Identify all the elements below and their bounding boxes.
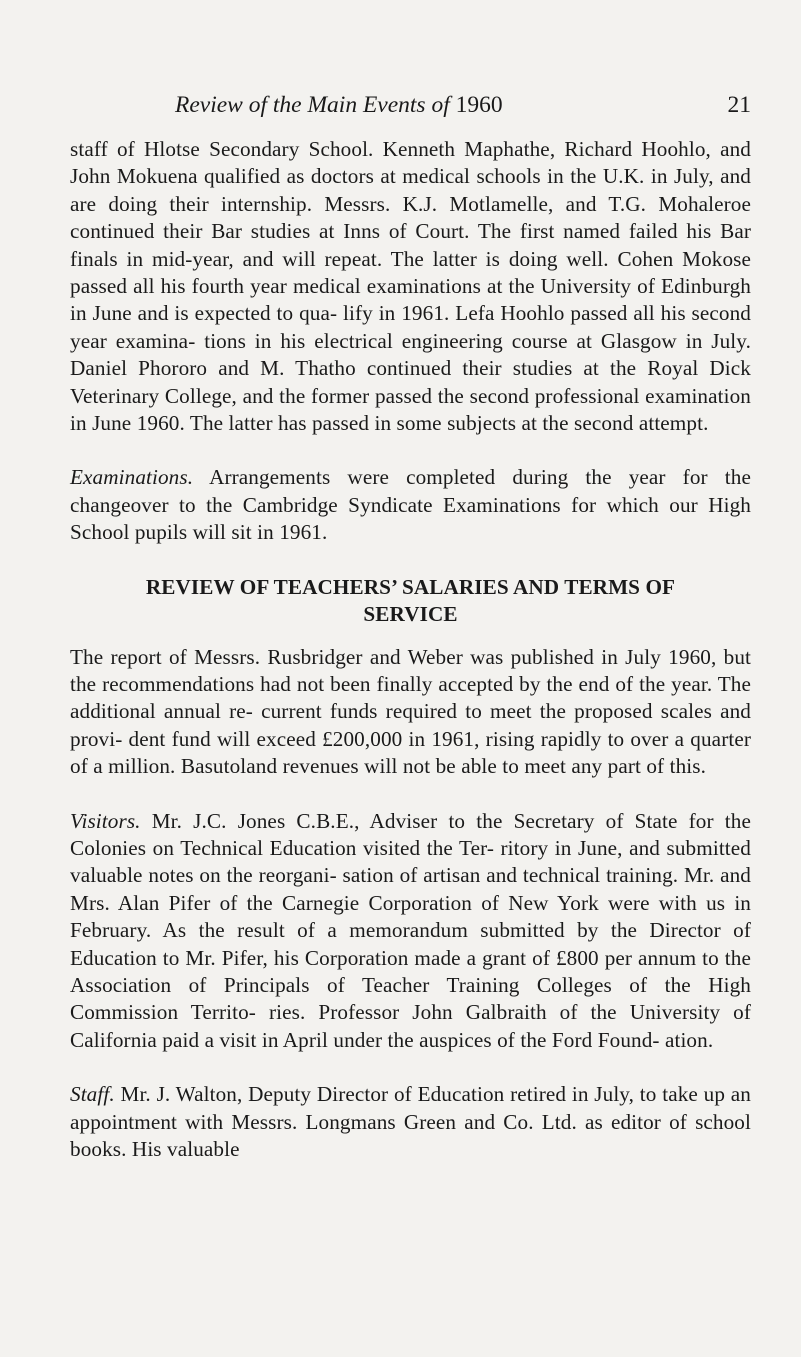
section-heading-teachers-salaries: [70, 574, 751, 629]
paragraph-examinations: [70, 464, 751, 546]
paragraph-students-abroad: staff of Hlotse Secondary School. Kenneth Maphathe, Richard Hoohlo, and John Mokuena qualified as doctors at medical schools in the U.K. in July, and are doing their internship. Messrs. K.J. Motlamelle, and T.G. Mohaleroe continued their Bar studies at Inns of Court. The first named failed his Bar finals in mid-year, and will repeat. The latter is doing well. Cohen Mokose passed all his fourth year medical examinations at the University of Edinburgh in June and is expected to qua- lify in 1961. Lefa Hoohlo passed all his second year examina- tions in his electrical engineering course at Glasgow in July. Daniel Phororo and M. Thatho continued their studies at the Royal Dick Veterinary College, and the former passed the second professional examination in June 1960. The latter has passed in some subjects at the second attempt.: [70, 137, 751, 436]
section-heading-line-2: SERVICE: [363, 602, 458, 627]
examinations-lead-in: Examinations.: [70, 465, 194, 490]
running-head-year: 1960: [455, 92, 503, 118]
paragraph-salaries-report: The report of Messrs. Rusbridger and Weber was published in July 1960, but the recommendations had not been finally accepted by the end of the year. The additional annual re- current funds required to meet the proposed scales and provi- dent fund will exceed £200,000 in 1961, rising rapidly to over a quarter of a million. Basutoland revenues will not be able to meet any part of this.: [70, 644, 751, 779]
page-number: 21: [727, 92, 751, 118]
running-head-title-italic: Review of the Main Events of: [175, 92, 450, 118]
running-head-title: [175, 88, 503, 122]
staff-text: Mr. J. Walton, Deputy Director of Education retired in July, to take up an appointment with Messrs. Longmans Green and Co. Ltd. as editor of school books. His valuable: [70, 1082, 751, 1161]
staff-lead-in: Staff.: [70, 1082, 115, 1107]
visitors-text: Mr. J.C. Jones C.B.E., Adviser to the Secretary of State for the Colonies on Technical Education visited the Ter- ritory in June, and submitted valuable notes on the reorgani- sation of artisan and technical training. Mr. and Mrs. Alan Pifer of the Carnegie Corporation of New York were with us in February. As the result of a memorandum submitted by the Director of Education to Mr. Pifer, his Corporation made a grant of £800 per annum to the Association of Principals of Teacher Training Colleges of the High Commission Territo- ries. Professor John Galbraith of the University of California paid a visit in April under the auspices of the Ford Found- ation.: [70, 808, 751, 1052]
examinations-text: Arrangements were completed during the year for the changeover to the Cambridge Syndicate Examinations for which our High School pupils will sit in 1961.: [70, 465, 751, 545]
visitors-lead-in: Visitors.: [70, 808, 141, 833]
body-text: [70, 136, 751, 1163]
section-heading-line-1: REVIEW OF TEACHERS’ SALARIES AND TERMS OF: [145, 574, 676, 599]
paragraph-visitors: [70, 808, 751, 1055]
running-head: [70, 88, 751, 122]
paragraph-staff: [70, 1081, 751, 1163]
